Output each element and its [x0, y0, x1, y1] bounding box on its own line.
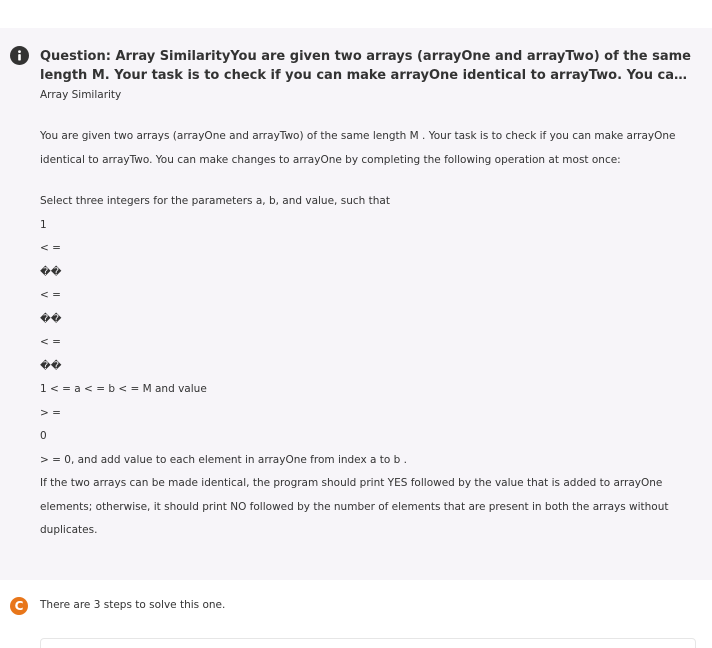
question-title: Question: Array SimilarityYou are given two arrays (arrayOne and arrayTwo) of the same length M. Your task is to check if you can make arrayOne identical to arrayTwo. You can — [40, 49, 691, 83]
info-icon — [10, 46, 29, 65]
math-line: �� — [40, 265, 62, 278]
math-line: Select three integers for the parameters a, b, and value, such that — [40, 195, 390, 207]
math-line: �� — [40, 312, 62, 325]
math-line: > = — [40, 406, 61, 419]
math-line: > = 0, and add value to each element in arrayOne from index a to b . — [40, 453, 407, 466]
question-paragraph: You are given two arrays (arrayOne and arrayTwo) of the same length M . Your task is to check if you can make arrayOne identical to arrayTwo. You can make changes to arrayOne by completing the following operation at most once: — [40, 130, 676, 166]
math-line: 1 — [40, 218, 47, 231]
question-subtitle: Array Similarity — [40, 89, 122, 101]
math-line: < = — [40, 242, 61, 254]
steps-summary: There are 3 steps to solve this one. — [40, 599, 226, 611]
info-icon-glyph — [10, 46, 29, 65]
step-panel[interactable] — [40, 638, 696, 648]
math-line: �� — [40, 359, 62, 372]
question-card — [0, 28, 712, 580]
chegg-logo-icon: C — [10, 597, 28, 615]
math-line: < = — [40, 336, 61, 348]
question-paragraph: If the two arrays can be made identical, the program should print YES followed by the value that is added to arrayOne elements; otherwise, it should print NO followed by the number of elements that are present in both the arrays without duplicates. — [40, 477, 669, 536]
math-line: < = — [40, 289, 61, 301]
math-line: 1 < = a < = b < = M and value — [40, 383, 207, 395]
math-line: 0 — [40, 430, 47, 442]
question-math-lines — [40, 190, 680, 472]
